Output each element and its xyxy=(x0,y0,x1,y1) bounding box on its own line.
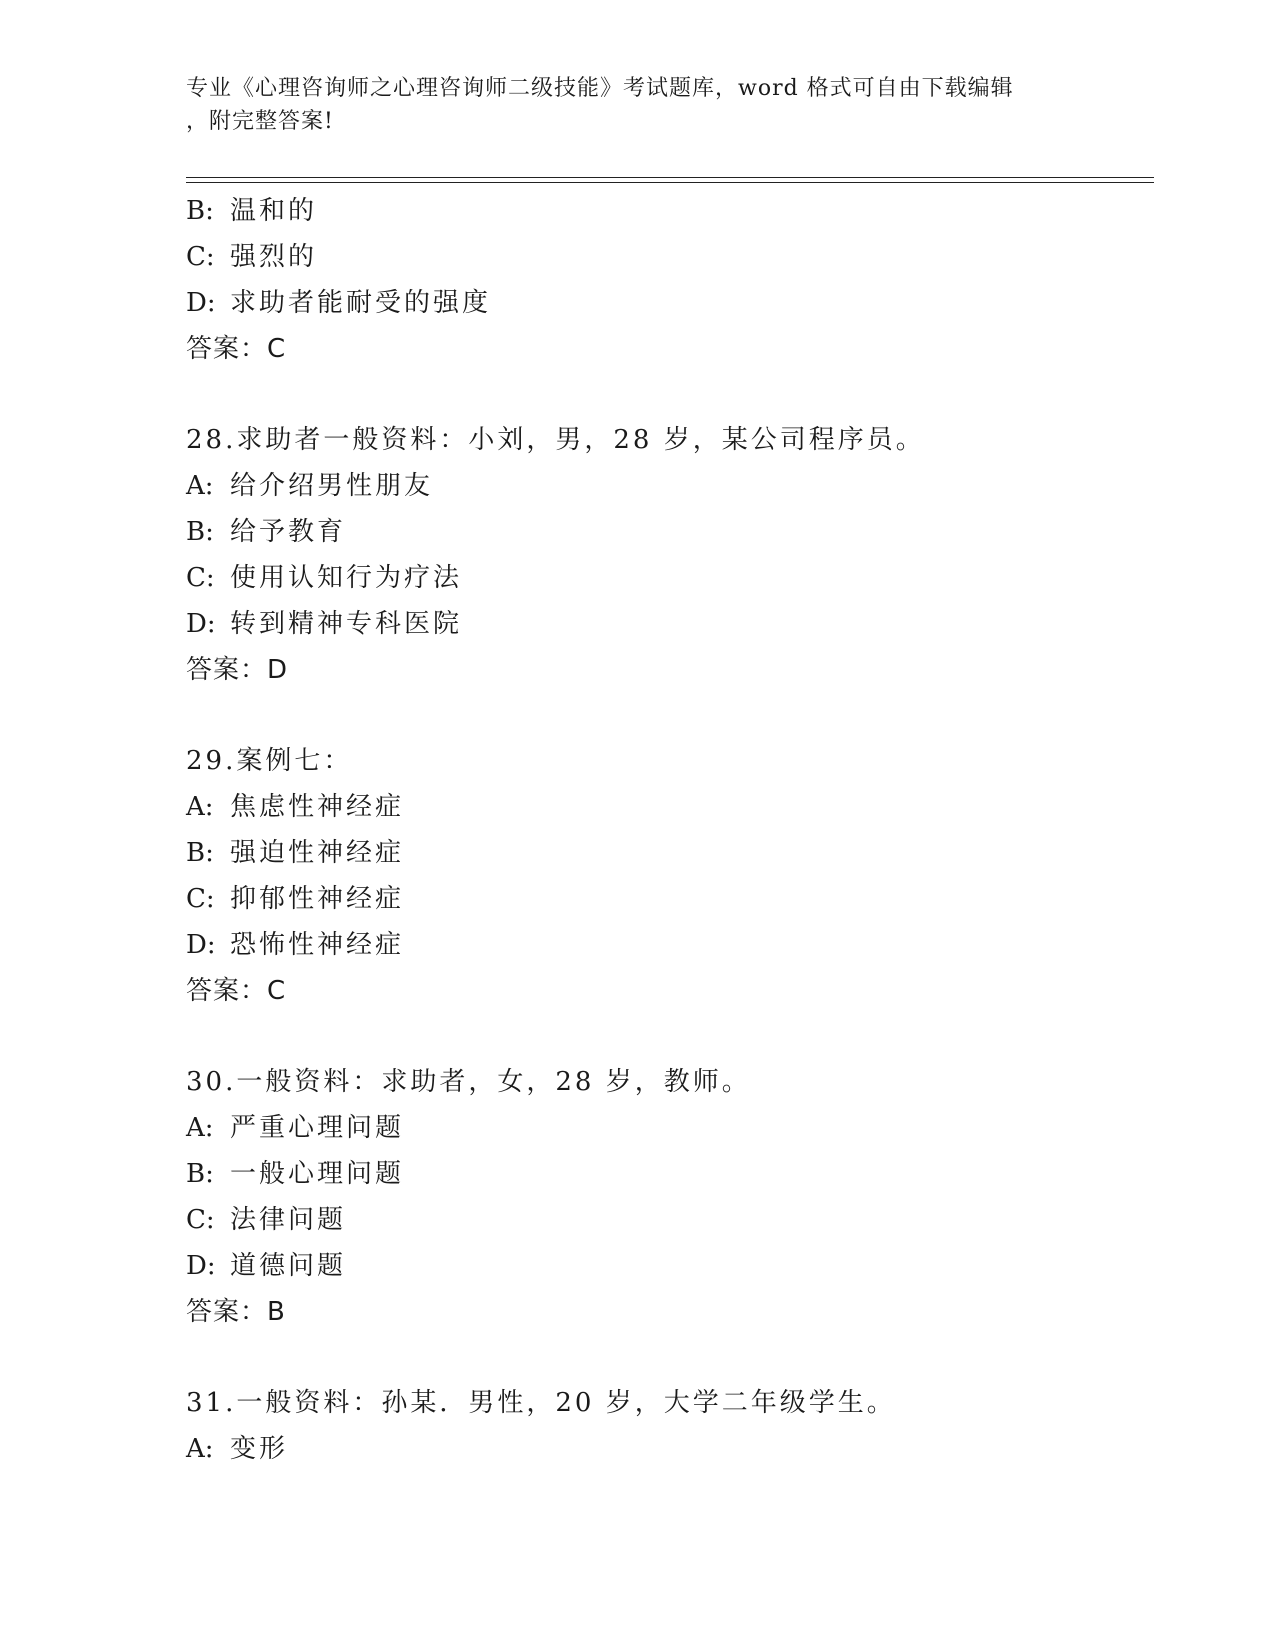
option-b xyxy=(186,188,1146,234)
option-text: 道德问题 xyxy=(230,1251,347,1281)
option-letter: B: xyxy=(186,517,214,547)
question-27 xyxy=(186,188,1146,372)
option-text: 一般心理问题 xyxy=(230,1159,405,1189)
option-b xyxy=(186,1151,1146,1197)
option-b xyxy=(186,509,1146,555)
option-text: 法律问题 xyxy=(230,1205,347,1235)
question-stem: 31.一般资料：孙某．男性，20 岁，大学二年级学生。 xyxy=(186,1388,896,1418)
question-30 xyxy=(186,1059,1146,1335)
header-line-1: 专业《心理咨询师之心理咨询师二级技能》考试题库，word 格式可自由下载编辑 xyxy=(186,76,1014,101)
answer-line: 答案：C xyxy=(186,976,287,1006)
option-text: 给予教育 xyxy=(230,517,347,547)
answer-line: 答案：B xyxy=(186,1297,286,1327)
question-stem: 29.案例七： xyxy=(186,746,353,776)
option-text: 给介绍男性朋友 xyxy=(230,471,434,501)
option-a xyxy=(186,1105,1146,1151)
option-letter: C: xyxy=(186,1205,215,1235)
option-letter: D: xyxy=(186,930,216,960)
option-letter: A: xyxy=(186,1434,214,1464)
answer-line: 答案：D xyxy=(186,655,289,685)
question-31 xyxy=(186,1380,1146,1472)
question-list xyxy=(186,188,1146,1472)
option-text: 强迫性神经症 xyxy=(230,838,405,868)
option-text: 转到精神专科医院 xyxy=(230,609,463,639)
option-b xyxy=(186,830,1146,876)
option-text: 严重心理问题 xyxy=(230,1113,405,1143)
option-c xyxy=(186,234,1146,280)
option-a xyxy=(186,1426,1146,1472)
option-letter: C: xyxy=(186,884,215,914)
option-letter: C: xyxy=(186,563,215,593)
option-text: 温和的 xyxy=(230,196,318,226)
document-header xyxy=(186,72,1086,138)
option-a xyxy=(186,784,1146,830)
option-letter: C: xyxy=(186,242,215,272)
question-stem: 28.求助者一般资料：小刘，男，28 岁，某公司程序员。 xyxy=(186,425,925,455)
option-text: 恐怖性神经症 xyxy=(230,930,405,960)
option-letter: A: xyxy=(186,1113,214,1143)
option-c xyxy=(186,555,1146,601)
option-text: 焦虑性神经症 xyxy=(230,792,405,822)
option-letter: D: xyxy=(186,288,216,318)
option-d xyxy=(186,922,1146,968)
option-text: 使用认知行为疗法 xyxy=(230,563,463,593)
option-letter: B: xyxy=(186,838,214,868)
option-letter: D: xyxy=(186,1251,216,1281)
option-c xyxy=(186,1197,1146,1243)
option-letter: A: xyxy=(186,471,214,501)
option-letter: B: xyxy=(186,1159,214,1189)
answer-line: 答案：C xyxy=(186,334,287,364)
option-d xyxy=(186,280,1146,326)
header-divider-bottom xyxy=(186,182,1154,183)
option-letter: D: xyxy=(186,609,216,639)
option-letter: A: xyxy=(186,792,214,822)
spacer xyxy=(186,693,1146,738)
option-a xyxy=(186,463,1146,509)
header-divider-top xyxy=(186,177,1154,178)
option-text: 强烈的 xyxy=(230,242,318,272)
question-stem: 30.一般资料：求助者，女，28 岁，教师。 xyxy=(186,1067,751,1097)
option-letter: B: xyxy=(186,196,214,226)
option-d xyxy=(186,601,1146,647)
spacer xyxy=(186,1014,1146,1059)
header-line-2: ，附完整答案! xyxy=(186,109,334,134)
option-text: 抑郁性神经症 xyxy=(230,884,405,914)
option-text: 变形 xyxy=(230,1434,289,1464)
question-29 xyxy=(186,738,1146,1014)
spacer xyxy=(186,372,1146,417)
option-text: 求助者能耐受的强度 xyxy=(230,288,492,318)
question-28 xyxy=(186,417,1146,693)
option-c xyxy=(186,876,1146,922)
spacer xyxy=(186,1335,1146,1380)
option-d xyxy=(186,1243,1146,1289)
